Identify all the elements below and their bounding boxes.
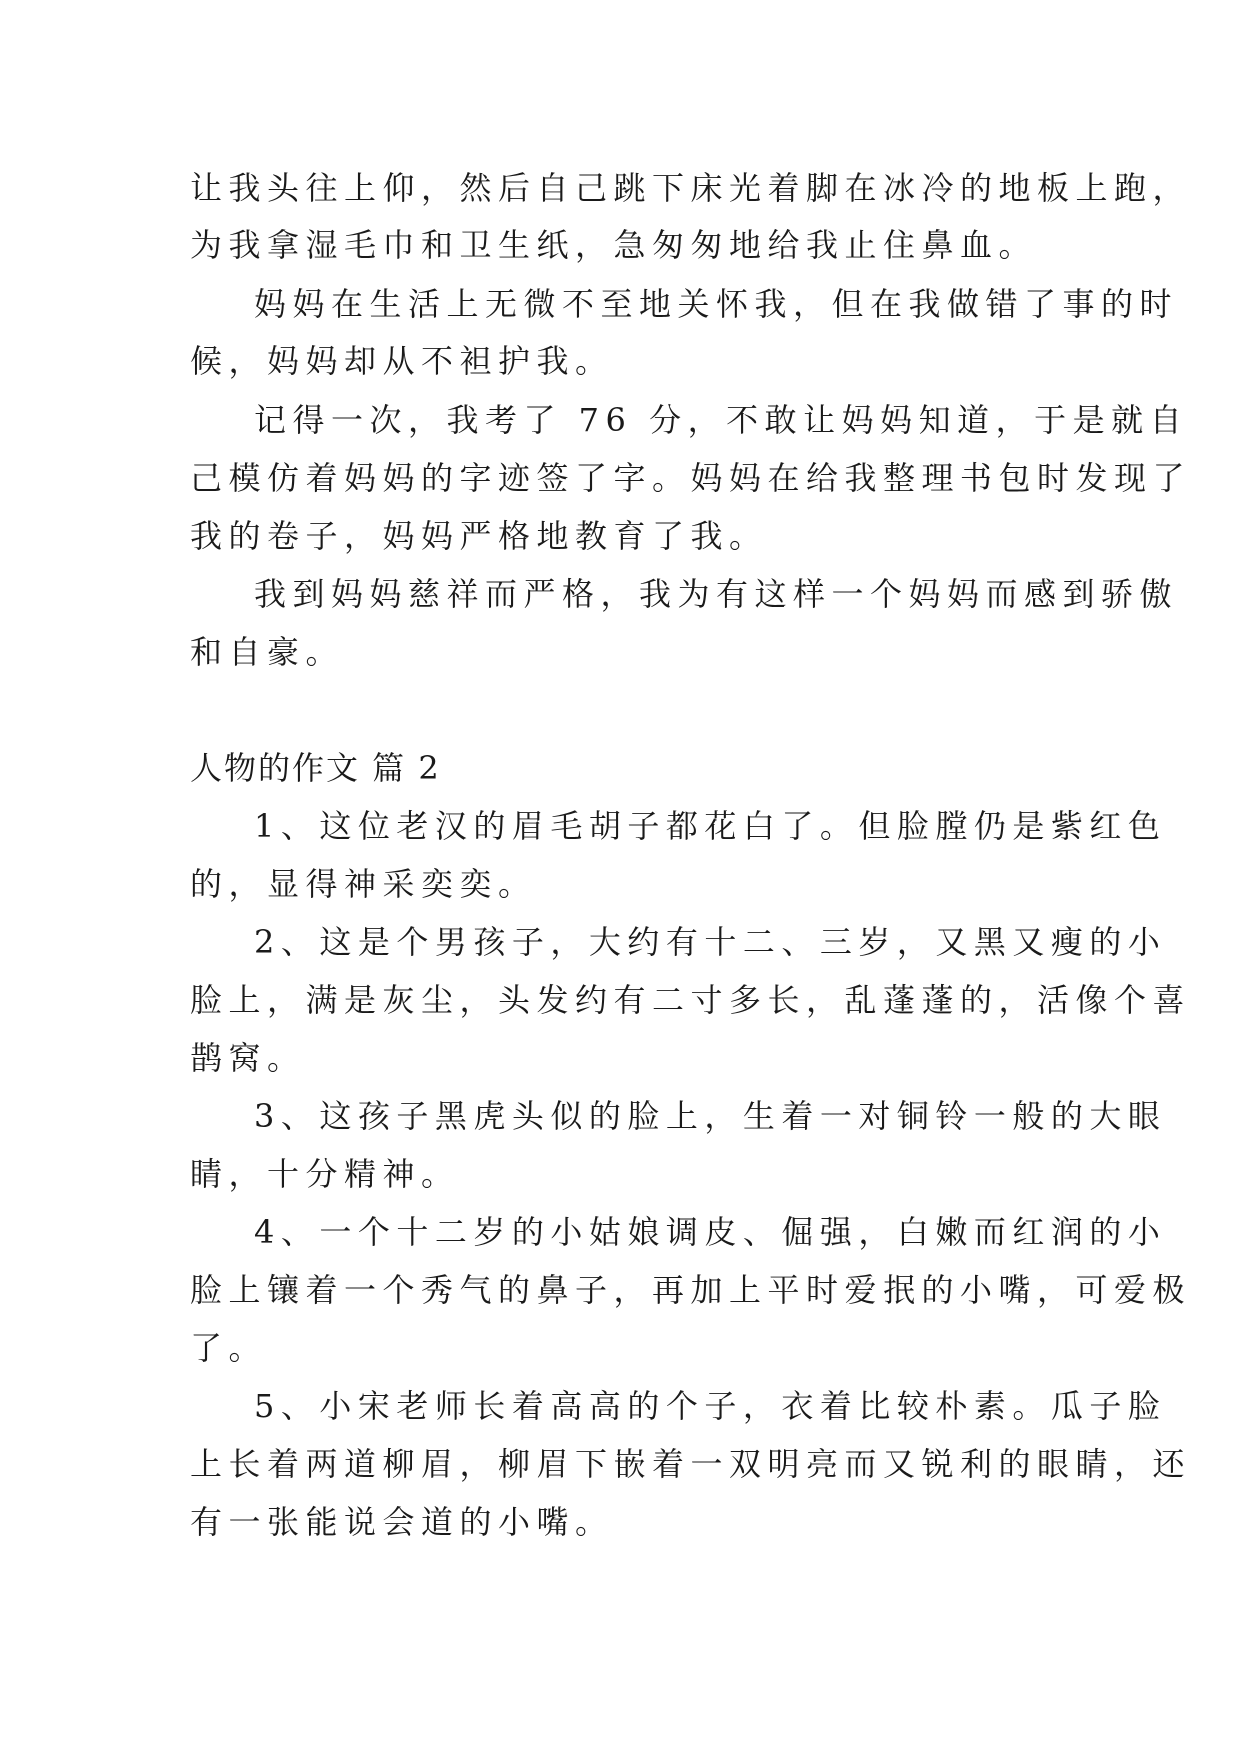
paragraph-start: 1、这位老汉的眉毛胡子都花白了。但脸膛仍是紫红色 — [254, 807, 1167, 845]
text-line: 我的卷子，妈妈严格地教育了我。 — [190, 517, 768, 555]
text-line: 己模仿着妈妈的字迹签了字。妈妈在给我整理书包时发现了 — [190, 459, 1192, 497]
paragraph-start: 记得一次，我考了 76 分，不敢让妈妈知道，于是就自 — [254, 401, 1189, 439]
text-line: 的，显得神采奕奕。 — [190, 865, 537, 903]
text-line: 为我拿湿毛巾和卫生纸，急匆匆地给我止住鼻血。 — [190, 226, 1038, 264]
section-heading: 人物的作文 篇 2 — [190, 749, 441, 787]
text-line: 候，妈妈却从不袒护我。 — [190, 342, 614, 380]
text-line: 有一张能说会道的小嘴。 — [190, 1503, 614, 1541]
text-line: 睛，十分精神。 — [190, 1155, 460, 1193]
text-line: 让我头往上仰，然后自己跳下床光着脚在冰冷的地板上跑， — [190, 169, 1192, 207]
text-line: 鹊窝。 — [190, 1039, 306, 1077]
paragraph-start: 4、一个十二岁的小姑娘调皮、倔强，白嫩而红润的小 — [254, 1213, 1167, 1251]
paragraph-start: 3、这孩子黑虎头似的脸上，生着一对铜铃一般的大眼 — [254, 1097, 1167, 1135]
text-line: 脸上镶着一个秀气的鼻子，再加上平时爱抿的小嘴，可爱极 — [190, 1271, 1192, 1309]
text-line: 和自豪。 — [190, 633, 345, 671]
paragraph-start: 2、这是个男孩子，大约有十二、三岁，又黑又瘦的小 — [254, 923, 1167, 961]
paragraph-start: 妈妈在生活上无微不至地关怀我，但在我做错了事的时 — [254, 285, 1179, 323]
paragraph-start: 5、小宋老师长着高高的个子，衣着比较朴素。瓜子脸 — [254, 1387, 1167, 1425]
text-line: 上长着两道柳眉，柳眉下嵌着一双明亮而又锐利的眼睛，还 — [190, 1445, 1192, 1483]
text-line: 了。 — [190, 1329, 268, 1367]
paragraph-start: 我到妈妈慈祥而严格，我为有这样一个妈妈而感到骄傲 — [254, 575, 1179, 613]
text-line: 脸上，满是灰尘，头发约有二寸多长，乱蓬蓬的，活像个喜 — [190, 981, 1192, 1019]
